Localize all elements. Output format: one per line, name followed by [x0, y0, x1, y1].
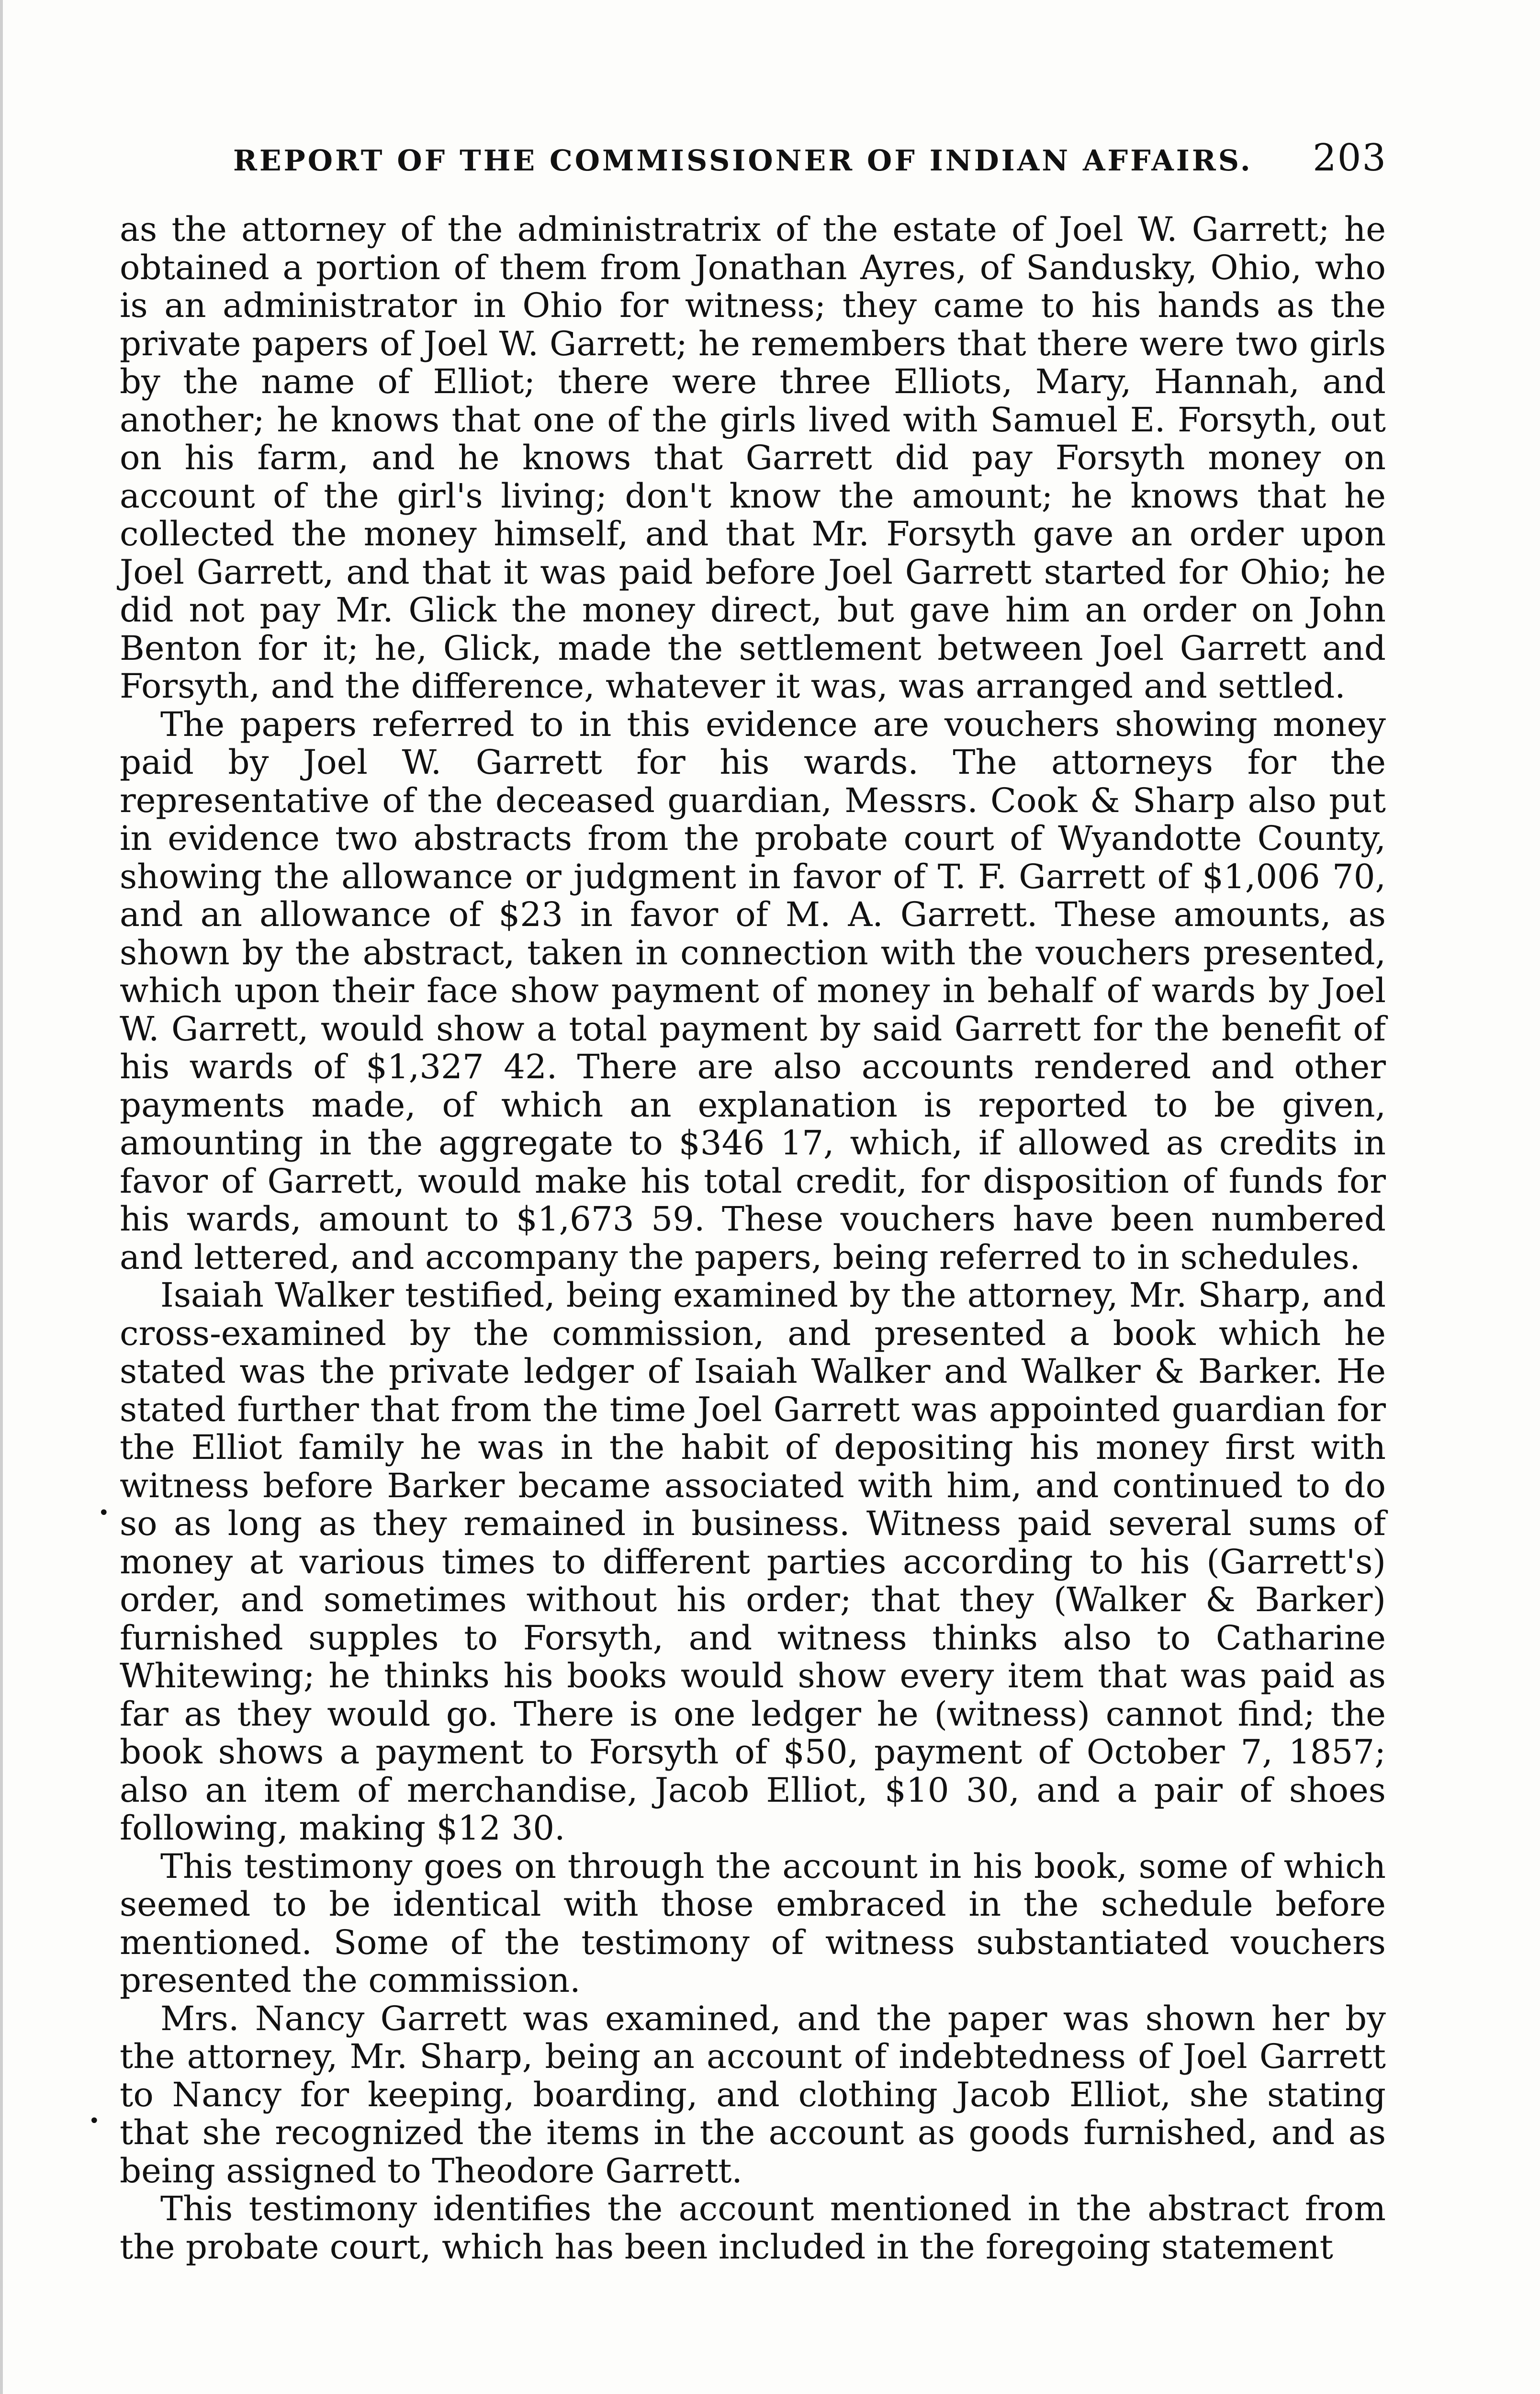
running-head — [233, 136, 1387, 180]
paragraph-testimony-account: This testimony goes on through the account in his book, some of which seemed to be identical with those embraced in the schedule before mentioned. Some of the testimony of witness substantiated vouchers presented the commission. — [120, 1846, 1386, 2000]
paragraph-identifies-account: This testimony identifies the account mentioned in the abstract from the probate court, which has been included in the foregoing statement — [120, 2189, 1386, 2267]
running-title: REPORT OF THE COMMISSIONER OF INDIAN AFFAIRS. — [233, 144, 1253, 178]
page-number: 203 — [1313, 136, 1387, 180]
paragraph-isaiah-walker: Isaiah Walker testified, being examined by the attorney, Mr. Sharp, and cross-examined by the commission, and presented a book which he stated was the private ledger of Isaiah Walker and Walker & Barker. He stated further that from the time Joel Garrett was appointed guardian for the Elliot family he was in the habit of depositing his money first with witness before Barker became associated with him, and continued to do so as long as they remained in business. Witness paid several sums of money at various times to different parties according to his (Garrett's) order, and sometimes without his order; that they (Walker & Barker) furnished supples to Forsyth, and witness thinks also to Catharine Whitewing; he thinks his books would show every item that was paid as far as they would go. There is one ledger he (witness) cannot find; the book shows a payment to Forsyth of $50, payment of October 7, 1857; also an item of merchandise, Jacob Elliot, $10 30, and a pair of shoes following, making $12 30. — [120, 1276, 1386, 1848]
paragraph-vouchers: The papers referred to in this evidence are vouchers showing money paid by Joel W. Garrett for his wards. The attorneys for the representative of the deceased guardian, Messrs. Cook & Sharp also put in evidence two abstracts from the probate court of Wyandotte County, showing the allowance or judgment in favor of T. F. Garrett of $1,006 70, and an allowance of $23 in favor of M. A. Garrett. These amounts, as shown by the abstract, taken in connection with the vouchers presented, which upon their face show payment of money in behalf of wards by Joel W. Garrett, would show a total payment by said Garrett for the benefit of his wards of $1,327 42. There are also accounts rendered and other payments made, of which an explanation is reported to be given, amounting in the aggregate to $346 17, which, if allowed as credits in favor of Garrett, would make his total credit, for disposition of funds for his wards, amount to $1,673 59. These vouchers have been numbered and lettered, and accompany the papers, being referred to in schedules. — [120, 704, 1386, 1277]
paragraph-continued: as the attorney of the administratrix of the estate of Joel W. Garrett; he obtained a portion of them from Jonathan Ayres, of Sandusky, Ohio, who is an administrator in Ohio for witness; they came to his hands as the private papers of Joel W. Garrett; he remembers that there were two girls by the name of Elliot; there were three Elliots, Mary, Hannah, and another; he knows that one of the girls lived with Samuel E. Forsyth, out on his farm, and he knows that Garrett did pay Forsyth money on account of the girl's living; don't know the amount; he knows that he collected the money himself, and that Mr. Forsyth gave an order upon Joel Garrett, and that it was paid before Joel Garrett started for Ohio; he did not pay Mr. Glick the money direct, but gave him an order on John Benton for it; he, Glick, made the settlement between Joel Garrett and Forsyth, and the difference, whatever it was, was arranged and settled. — [120, 210, 1386, 706]
body-text — [120, 211, 1386, 2266]
margin-mark: • — [89, 2110, 100, 2132]
paragraph-nancy-garrett: Mrs. Nancy Garrett was examined, and the paper was shown her by the attorney, Mr. Sharp, being an account of indebtedness of Joel Garrett to Nancy for keeping, boarding, and clothing Jacob Elliot, she stating that she recognized the items in the account as goods furnished, and as being assigned to Theodore Garrett. — [120, 1999, 1386, 2191]
margin-mark: • — [98, 1502, 110, 1524]
